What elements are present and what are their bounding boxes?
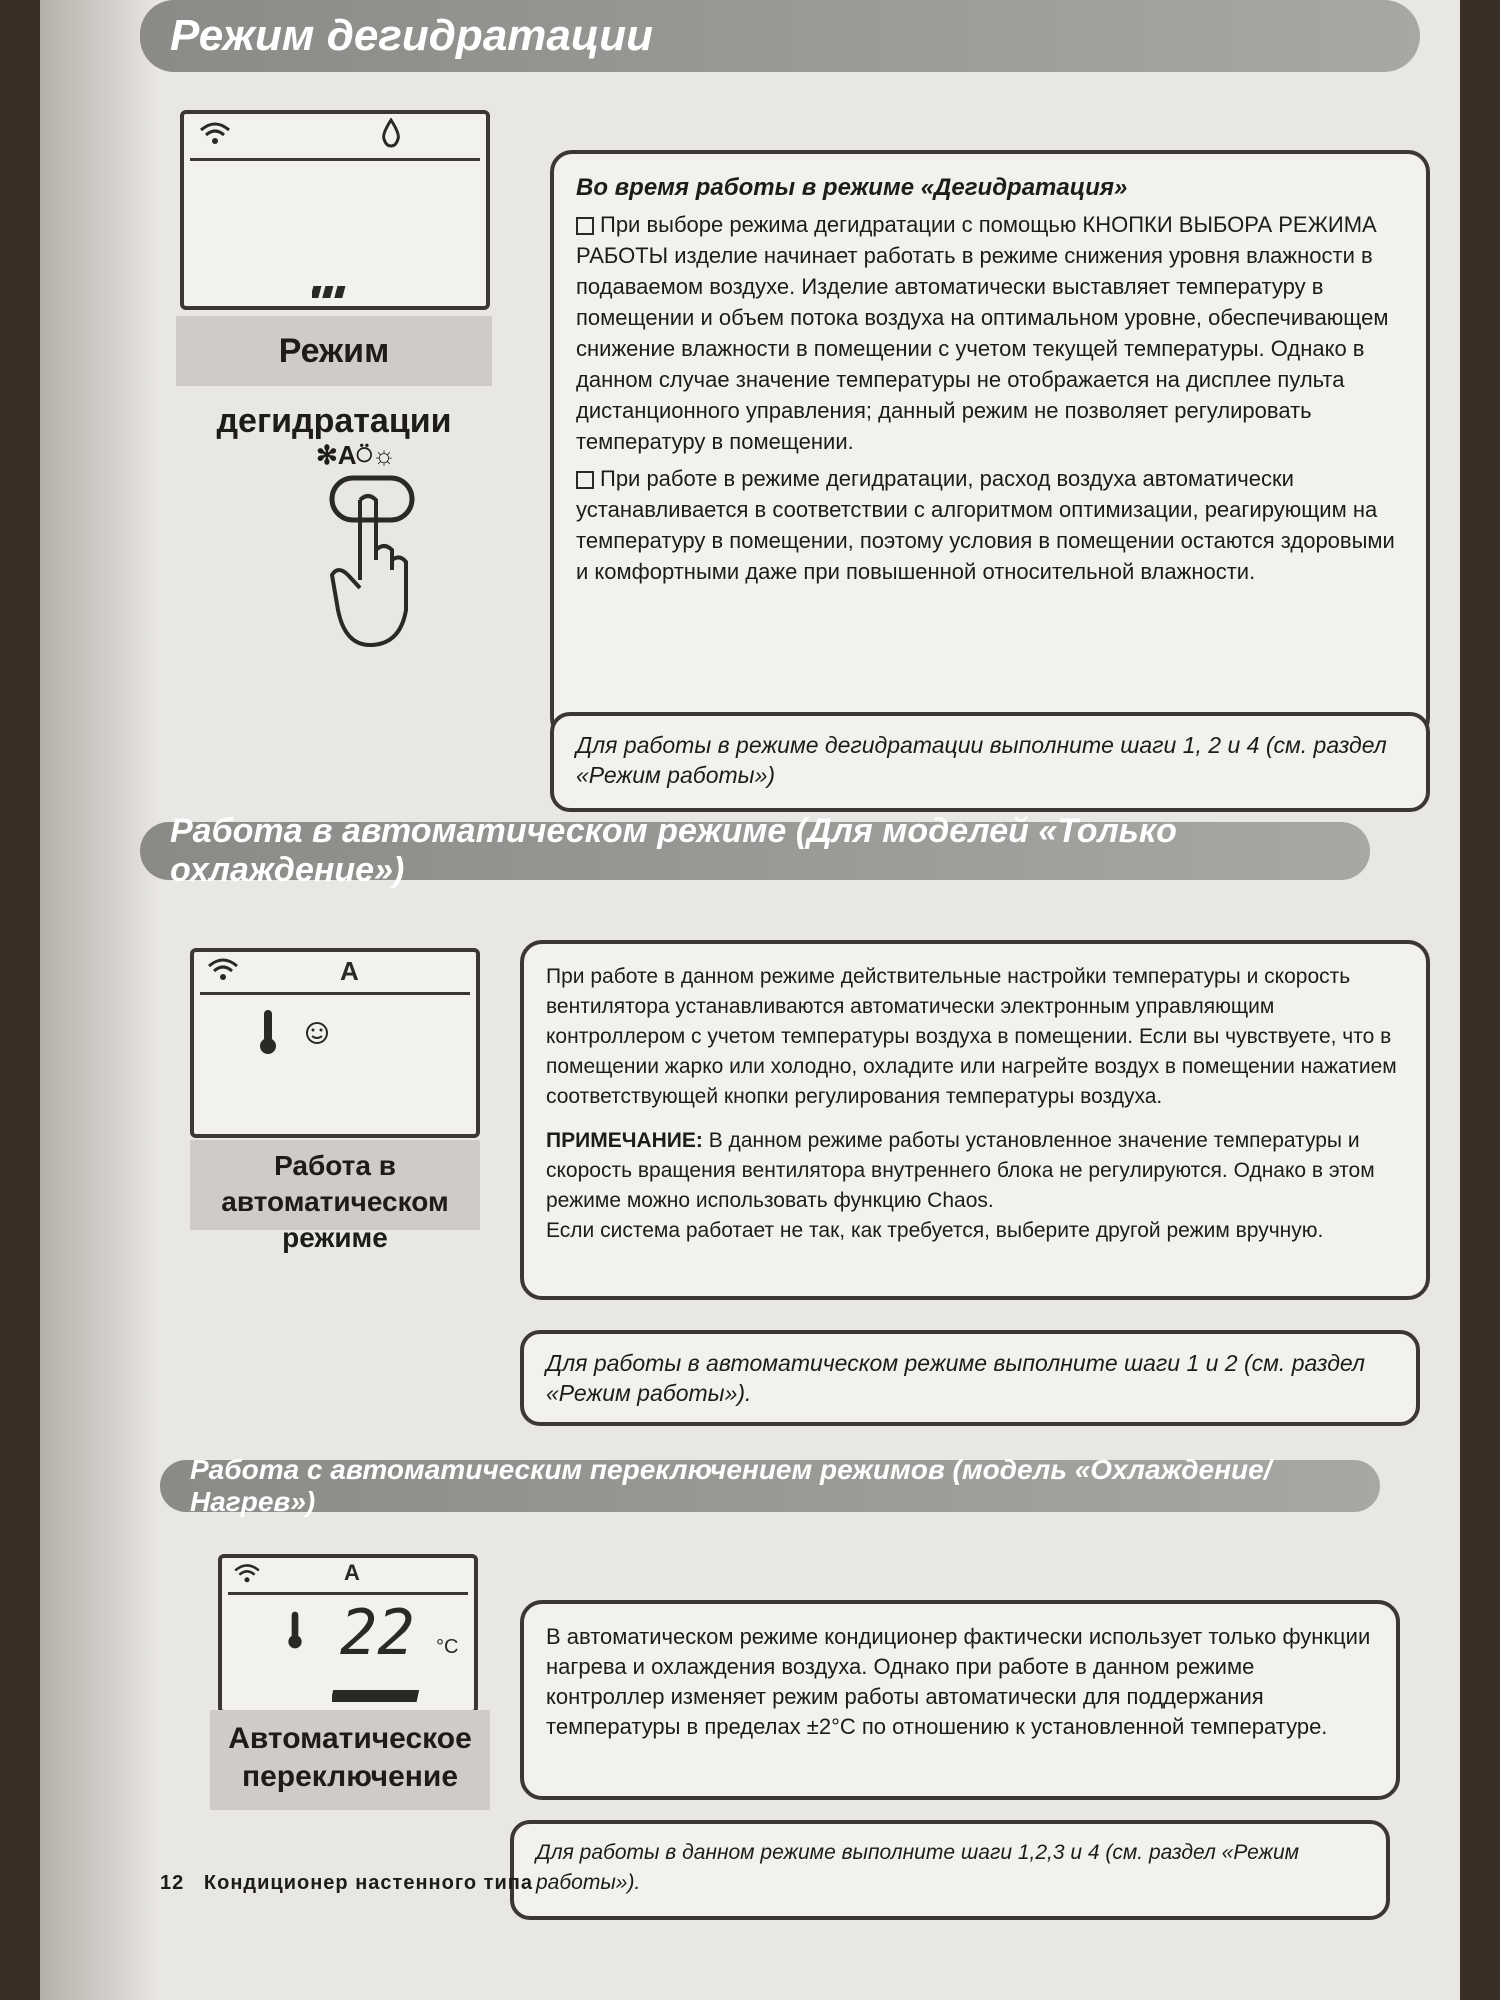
thermometer-icon	[258, 1008, 278, 1063]
fan-speed-bars-icon	[312, 276, 352, 307]
wifi-icon	[198, 120, 232, 153]
bullet-icon	[576, 471, 594, 489]
wifi-icon	[232, 1560, 262, 1591]
box-title: Во время работы в режиме «Дегидратация»	[576, 174, 1128, 201]
caption-auto: Работа в автоматическом режиме	[190, 1140, 480, 1230]
remote-display-auto	[190, 948, 480, 1138]
mode-button-illustration	[310, 440, 470, 640]
note-text: В данном режиме работы установленное значение температуры и скорость вращения вентилятора внутреннего блока не регулируются. Однако в этом режиме можно использовать функцию Chaos.	[546, 1129, 1375, 1212]
auto-steps-note: Для работы в автоматическом режиме выполните шаги 1 и 2 (см. раздел «Режим работы»).	[520, 1330, 1420, 1426]
paragraph-1-text: При выборе режима дегидратации с помощью КНОПКИ ВЫБОРА РЕЖИМА РАБОТЫ изделие начинает работать в режиме снижения уровня влажности в подаваемом воздухе. Изделие автоматически выставляет температуру в помещении и объем потока воздуха на оптимальном уровне, обеспечивающем снижение влажности в помещении с учетом текущей температуры. Однако в данном случае значение температуры не отображается на дисплее пульта дистанционного управления; данный режим не позволяет регулировать температуру в помещении.	[576, 212, 1389, 454]
dehumidify-info-box	[550, 150, 1430, 740]
remote-display-changeover	[218, 1554, 478, 1714]
auto-info-box	[520, 940, 1430, 1300]
changeover-paragraph: В автоматическом режиме кондиционер фактически использует только функции нагрева и охлаждения воздуха. Однако при работе в данном режиме контроллер изменяет режим работы автоматически для поддержания температуры в пределах ±2°C по отношению к установленной температуре.	[546, 1624, 1371, 1739]
note-label: ПРИМЕЧАНИЕ:	[546, 1129, 703, 1152]
smiley-icon	[304, 1020, 330, 1053]
bullet-icon	[576, 217, 594, 235]
note-text-2: Если система работает не так, как требуется, выберите другой режим вручную.	[546, 1219, 1324, 1242]
caption-changeover: Автоматическое переключение	[210, 1710, 490, 1810]
section-banner-dehumidify: Режим дегидратации	[140, 0, 1420, 72]
changeover-info-box	[520, 1600, 1400, 1800]
mode-icons: ✻A⍥☼	[316, 440, 396, 470]
page-number: 12	[160, 1872, 185, 1894]
auto-mode-icon: A	[344, 1560, 360, 1585]
remote-display-dehumidify	[180, 110, 490, 310]
page-shadow	[40, 0, 160, 2000]
paragraph-2-text: При работе в режиме дегидратации, расход воздуха автоматически устанавливается в соответствии с алгоритмом оптимизации, реагирующим на температуру в помещении, поэтому условия в помещении остаются здоровыми и комфортными даже при повышенной относительной влажности.	[576, 466, 1395, 584]
wifi-icon	[206, 956, 240, 989]
page-footer	[160, 1872, 533, 1895]
temperature-unit: °C	[436, 1636, 459, 1658]
manual-page	[40, 0, 1460, 2000]
paragraph-1	[576, 209, 1404, 457]
auto-mode-icon: A	[340, 956, 359, 986]
auto-paragraph: При работе в данном режиме действительные настройки температуры и скорость вентилятора устанавливаются автоматически электронным управляющим контроллером с учетом температуры воздуха в помещении. Если вы чувствуете, что в помещении жарко или холодно, охладите или нагрейте воздух в помещении нажатием соответствующей кнопки регулирования температуры воздуха.	[546, 965, 1397, 1108]
section-banner-auto-cool: Работа в автоматическом режиме (Для моделей «Только охлаждение»)	[140, 822, 1370, 880]
auto-note	[546, 1126, 1404, 1246]
temperature-readout: 22	[340, 1596, 415, 1669]
dehumidify-steps-note: Для работы в режиме дегидратации выполните шаги 1, 2 и 4 (см. раздел «Режим работы»)	[550, 712, 1430, 812]
hand-pressing-button-icon	[310, 470, 470, 650]
section-banner-auto-changeover: Работа с автоматическим переключением режимов (модель «Охлаждение/Нагрев»)	[160, 1460, 1380, 1512]
paragraph-2	[576, 463, 1404, 587]
fan-speed-bars-icon	[332, 1680, 432, 1711]
droplet-icon	[380, 118, 402, 155]
thermometer-icon	[286, 1610, 304, 1657]
footer-title: Кондиционер настенного типа	[203, 1872, 533, 1894]
changeover-steps-note: Для работы в данном режиме выполните шаги 1,2,3 и 4 (см. раздел «Режим работы»).	[510, 1820, 1390, 1920]
caption-dehumidify: Режим дегидратации	[176, 316, 492, 386]
